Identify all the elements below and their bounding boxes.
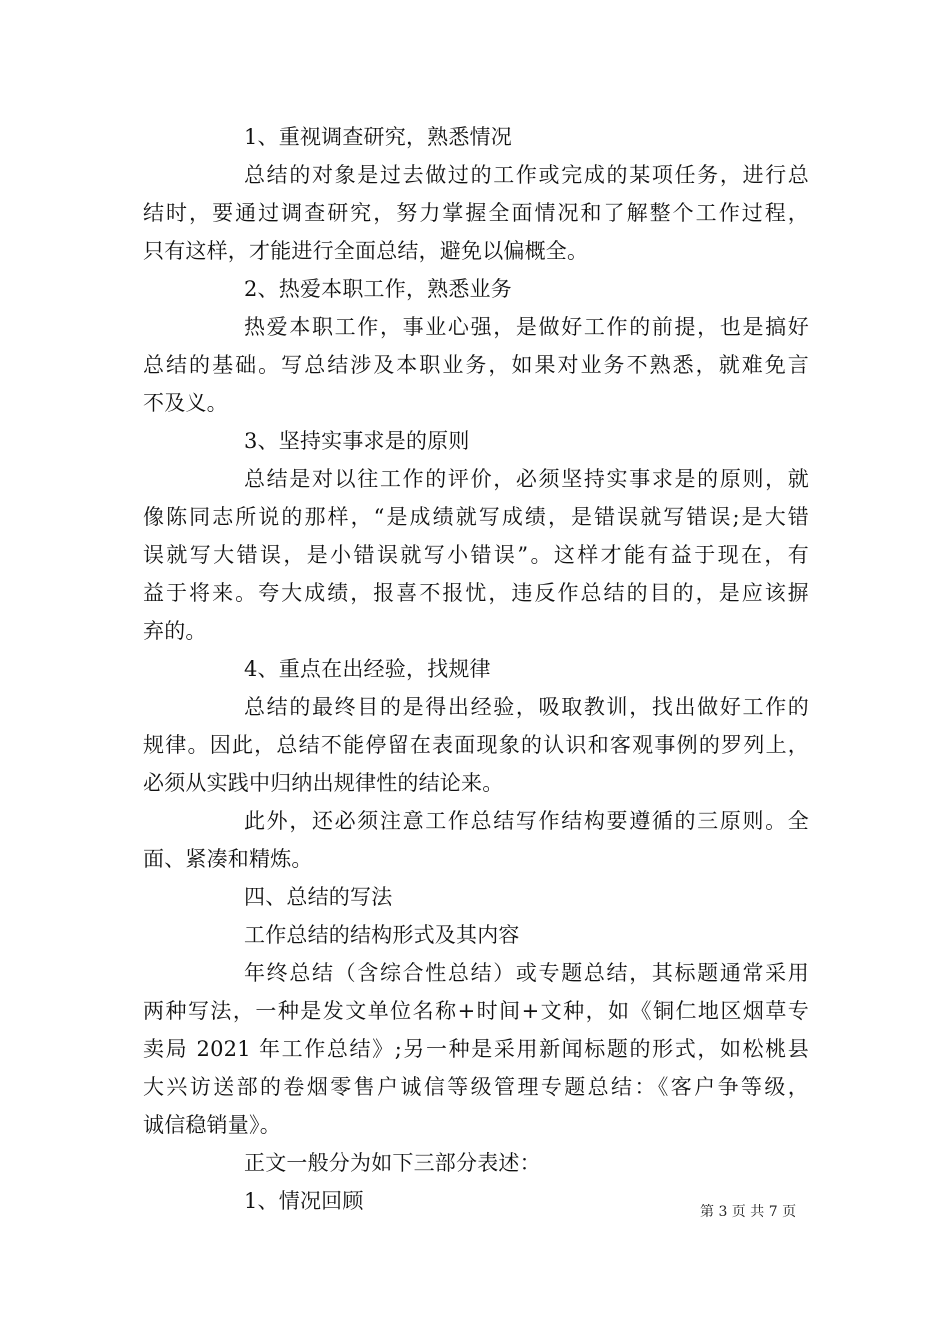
text-line: 像陈同志所说的那样，“是成绩就写成绩，是错误就写错误;是大错 <box>143 505 809 529</box>
text-line: 3、坚持实事求是的原则 <box>244 429 470 453</box>
text-line: 工作总结的结构形式及其内容 <box>244 923 520 947</box>
page-number: 第 3 页 共 7 页 <box>700 1204 797 1220</box>
document-body <box>143 118 809 1220</box>
text-line: 热爱本职工作，事业心强，是做好工作的前提，也是搞好 <box>244 315 809 339</box>
text-line: 两种写法，一种是发文单位名称+时间+文种，如《铜仁地区烟草专 <box>143 999 809 1023</box>
text-line: 此外，还必须注意工作总结写作结构要遵循的三原则。全 <box>244 809 809 833</box>
text-line: 1、情况回顾 <box>244 1189 364 1213</box>
text-line: 只有这样，才能进行全面总结，避免以偏概全。 <box>143 239 589 263</box>
text-line: 卖局 2021 年工作总结》;另一种是采用新闻标题的形式，如松桃县 <box>143 1037 809 1061</box>
text-line: 误就写大错误，是小错误就写小错误”。这样才能有益于现在，有 <box>143 543 809 567</box>
text-line: 总结的最终目的是得出经验，吸取教训，找出做好工作的 <box>244 695 809 719</box>
text-line: 大兴访送部的卷烟零售户诚信等级管理专题总结：《客户争等级， <box>143 1075 809 1099</box>
text-line: 结时，要通过调查研究，努力掌握全面情况和了解整个工作过程， <box>143 201 809 225</box>
text-line: 正文一般分为如下三部分表述： <box>244 1151 541 1175</box>
text-line: 诚信稳销量》。 <box>143 1113 281 1137</box>
text-line: 总结是对以往工作的评价，必须坚持实事求是的原则，就 <box>244 467 809 491</box>
text-line: 1、重视调查研究，熟悉情况 <box>244 125 512 149</box>
text-line: 规律。因此，总结不能停留在表面现象的认识和客观事例的罗列上， <box>143 733 809 757</box>
text-line: 4、重点在出经验，找规律 <box>244 657 491 681</box>
text-line: 总结的对象是过去做过的工作或完成的某项任务，进行总 <box>244 163 809 187</box>
text-line: 不及义。 <box>143 391 228 415</box>
text-line: 总结的基础。写总结涉及本职业务，如果对业务不熟悉，就难免言 <box>143 353 809 377</box>
text-line: 2、热爱本职工作，熟悉业务 <box>244 277 512 301</box>
text-line: 四、总结的写法 <box>244 885 393 909</box>
text-line: 弃的。 <box>143 619 207 643</box>
text-line: 益于将来。夸大成绩，报喜不报忧，违反作总结的目的，是应该摒 <box>143 581 809 605</box>
text-line: 年终总结（含综合性总结）或专题总结，其标题通常采用 <box>244 961 809 985</box>
text-line: 面、紧凑和精炼。 <box>143 847 313 871</box>
text-line: 必须从实践中归纳出规律性的结论来。 <box>143 771 504 795</box>
